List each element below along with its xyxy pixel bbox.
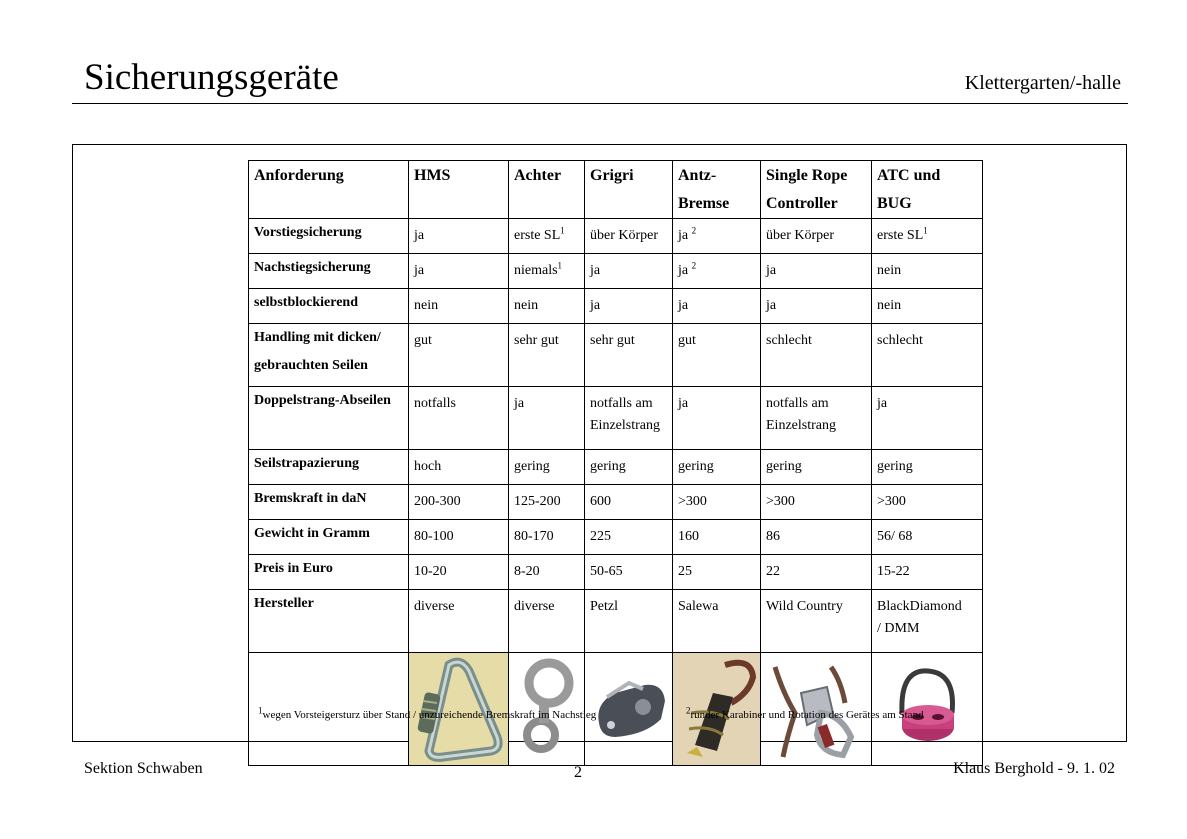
table-cell: notfalls am Einzelstrang (585, 387, 673, 450)
page-title: Sicherungsgeräte (84, 57, 339, 98)
table-cell: nein (872, 254, 983, 289)
table-cell: Petzl (585, 590, 673, 653)
row-label: Seilstrapazierung (249, 450, 409, 485)
footnote-ref: 2 (691, 225, 697, 236)
table-cell: 15-22 (872, 555, 983, 590)
table-row (249, 219, 983, 254)
row-label: Doppelstrang-Abseilen (249, 387, 409, 450)
table-cell: ja (585, 289, 673, 324)
footnote-1: $^1$wegen Vorsteigersturz über Stand / unzureichende Bremskraft im Nachstieg (258, 705, 597, 721)
footnote-ref: 1 (923, 225, 928, 236)
table-cell: ja (761, 254, 872, 289)
table-cell: gering (872, 450, 983, 485)
table-cell: ja (409, 254, 509, 289)
table-row (249, 590, 983, 653)
table-cell: 86 (761, 520, 872, 555)
table-row (249, 450, 983, 485)
table-cell: ja (872, 387, 983, 450)
table-cell: gering (509, 450, 585, 485)
column-header: HMS (409, 161, 509, 219)
table-cell: diverse (509, 590, 585, 653)
footnote-ref: 2 (691, 260, 697, 271)
row-label: Vorstiegsicherung (249, 219, 409, 254)
table-cell: über Körper (585, 219, 673, 254)
table-cell: gering (673, 450, 761, 485)
table-cell: >300 (673, 485, 761, 520)
table-cell: 22 (761, 555, 872, 590)
footnote-2: $^2$runder Karabiner und Rotation des Gerätes am Stand (686, 705, 924, 721)
footnote-ref: 1 (557, 260, 563, 271)
table-cell: 225 (585, 520, 673, 555)
table-row (249, 254, 983, 289)
comparison-table (248, 160, 983, 766)
row-label: selbstblockierend (249, 289, 409, 324)
table-cell: 125-200 (509, 485, 585, 520)
table-row (249, 324, 983, 387)
table-cell: nein (872, 289, 983, 324)
table-cell: 25 (673, 555, 761, 590)
table-cell: nein (509, 289, 585, 324)
page-subtitle: Klettergarten/-halle (964, 72, 1121, 94)
table-cell: 160 (673, 520, 761, 555)
table-cell: ja (585, 254, 673, 289)
table-cell: erste $SL^1$ (509, 219, 585, 254)
table-cell: gering (761, 450, 872, 485)
table-cell: schlecht (761, 324, 872, 387)
column-header: Anforderung (249, 161, 409, 219)
table-cell: nein (409, 289, 509, 324)
row-label: Nachstiegsicherung (249, 254, 409, 289)
table-row (249, 555, 983, 590)
table-cell: 200-300 (409, 485, 509, 520)
column-header: Single Rope Controller (761, 161, 872, 219)
column-header: Grigri (585, 161, 673, 219)
table-cell: sehr gut (509, 324, 585, 387)
footer-organization: Sektion Schwaben (84, 760, 203, 777)
table-cell: 600 (585, 485, 673, 520)
table-cell: ja (673, 289, 761, 324)
table-cell: 8-20 (509, 555, 585, 590)
footnote-ref: 1 (560, 225, 565, 236)
table-cell: Salewa (673, 590, 761, 653)
row-label: Preis in Euro (249, 555, 409, 590)
table-cell: notfalls (409, 387, 509, 450)
table-cell: sehr gut (585, 324, 673, 387)
table-cell: 10-20 (409, 555, 509, 590)
table-cell: 56/ 68 (872, 520, 983, 555)
grigri-image (585, 653, 673, 766)
table-cell: schlecht (872, 324, 983, 387)
table-cell: >300 (872, 485, 983, 520)
table-cell: niemals$^1$ (509, 254, 585, 289)
table-cell: ja (761, 289, 872, 324)
table-cell: ja (673, 387, 761, 450)
page-number: 2 (574, 764, 582, 781)
table-cell: BlackDiamond / DMM (872, 590, 983, 653)
table-cell: notfalls am Einzelstrang (761, 387, 872, 450)
row-label: Handling mit dicken/ gebrauchten Seilen (249, 324, 409, 387)
table-cell: gut (409, 324, 509, 387)
table-cell: 80-170 (509, 520, 585, 555)
table-cell: hoch (409, 450, 509, 485)
table-cell: ja $^2$ (673, 254, 761, 289)
row-label: Gewicht in Gramm (249, 520, 409, 555)
row-label: Hersteller (249, 590, 409, 653)
table-cell: 50-65 (585, 555, 673, 590)
column-header: ATC und BUG (872, 161, 983, 219)
table-cell: ja (509, 387, 585, 450)
table-row (249, 520, 983, 555)
table-cell: ja (409, 219, 509, 254)
row-label: Bremskraft in daN (249, 485, 409, 520)
table-cell: erste $SL^1$ (872, 219, 983, 254)
table-cell: ja $^2$ (673, 219, 761, 254)
table-cell: diverse (409, 590, 509, 653)
table-row (249, 387, 983, 450)
column-header: Antz- Bremse (673, 161, 761, 219)
table-cell: gering (585, 450, 673, 485)
table-cell: über Körper (761, 219, 872, 254)
column-header: Achter (509, 161, 585, 219)
table-cell: 80-100 (409, 520, 509, 555)
table-row (249, 485, 983, 520)
table-cell: gut (673, 324, 761, 387)
header-rule (72, 103, 1128, 104)
table-cell: >300 (761, 485, 872, 520)
table-row (249, 289, 983, 324)
footer-author-date: Klaus Berghold - 9. 1. 02 (953, 760, 1115, 777)
table-header-row (249, 161, 983, 219)
table-cell: Wild Country (761, 590, 872, 653)
